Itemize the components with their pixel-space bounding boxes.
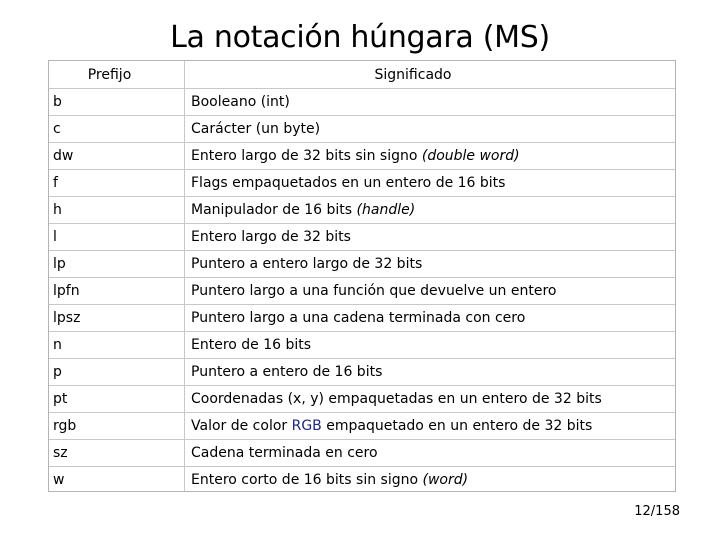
prefix-cell: lp — [49, 251, 185, 278]
prefix-cell: h — [49, 197, 185, 224]
meaning-highlight-text: RGB — [291, 418, 322, 434]
table-row — [49, 413, 675, 440]
prefix-cell: f — [49, 170, 185, 197]
table-row — [49, 359, 675, 386]
meaning-text: Manipulador de 16 bits — [191, 202, 357, 218]
table-row — [49, 89, 675, 116]
table-header-row — [49, 61, 675, 89]
meaning-cell — [185, 413, 676, 440]
table-row — [49, 224, 675, 251]
table-row — [49, 386, 675, 413]
meaning-cell — [185, 440, 676, 467]
meaning-text: Cadena terminada en cero — [191, 445, 378, 461]
table-row — [49, 305, 675, 332]
prefix-cell: lpsz — [49, 305, 185, 332]
meaning-text: empaquetado en un entero de 32 bits — [321, 418, 593, 434]
meaning-text: Entero largo de 32 bits sin signo — [191, 148, 422, 164]
prefix-cell: p — [49, 359, 185, 386]
table-row — [49, 440, 675, 467]
table-row — [49, 332, 675, 359]
meaning-cell — [185, 116, 676, 143]
slide-title: La notación húngara (MS) — [170, 20, 550, 55]
prefix-cell: c — [49, 116, 185, 143]
meaning-italic-text: (word) — [422, 472, 469, 488]
meaning-text: Puntero a entero largo de 32 bits — [191, 256, 423, 272]
meaning-text: Entero largo de 32 bits — [191, 229, 351, 245]
page-number: 12/158 — [634, 504, 680, 519]
meaning-cell — [185, 251, 676, 278]
table-body — [49, 89, 675, 493]
meaning-text: Coordenadas (x, y) empaquetadas en un entero de 32 bits — [191, 391, 602, 407]
meaning-italic-text: (double word) — [421, 148, 520, 164]
meaning-text: Valor de color — [191, 418, 292, 434]
meaning-cell — [185, 170, 676, 197]
meaning-text: Puntero a entero de 16 bits — [191, 364, 383, 380]
table-row — [49, 467, 675, 493]
prefix-cell: rgb — [49, 413, 185, 440]
meaning-cell — [185, 143, 676, 170]
meaning-column-header: Significado — [185, 61, 676, 89]
meaning-text: Puntero largo a una función que devuelve un entero — [191, 283, 557, 299]
hungarian-notation-table — [48, 60, 676, 492]
meaning-text: Booleano (int) — [191, 94, 290, 110]
table-row — [49, 116, 675, 143]
meaning-italic-text: (handle) — [356, 202, 416, 218]
meaning-text: Carácter (un byte) — [191, 121, 321, 137]
meaning-cell — [185, 224, 676, 251]
meaning-cell — [185, 197, 676, 224]
meaning-cell — [185, 89, 676, 116]
meaning-text: Entero corto de 16 bits sin signo — [191, 472, 423, 488]
table-row — [49, 278, 675, 305]
table-row — [49, 143, 675, 170]
table-row — [49, 170, 675, 197]
meaning-cell — [185, 278, 676, 305]
table-row — [49, 197, 675, 224]
table-row — [49, 251, 675, 278]
meaning-cell — [185, 332, 676, 359]
prefix-cell: n — [49, 332, 185, 359]
prefix-cell: l — [49, 224, 185, 251]
meaning-text: Entero de 16 bits — [191, 337, 312, 353]
prefix-cell: w — [49, 467, 185, 493]
prefix-cell: dw — [49, 143, 185, 170]
meaning-cell — [185, 386, 676, 413]
meaning-text: Flags empaquetados en un entero de 16 bits — [191, 175, 506, 191]
meaning-cell — [185, 359, 676, 386]
meaning-text: Puntero largo a una cadena terminada con cero — [191, 310, 526, 326]
meaning-cell — [185, 305, 676, 332]
prefix-cell: b — [49, 89, 185, 116]
meaning-cell — [185, 467, 676, 493]
prefix-cell: lpfn — [49, 278, 185, 305]
prefix-cell: pt — [49, 386, 185, 413]
prefix-cell: sz — [49, 440, 185, 467]
prefix-column-header: Prefijo — [49, 61, 185, 89]
